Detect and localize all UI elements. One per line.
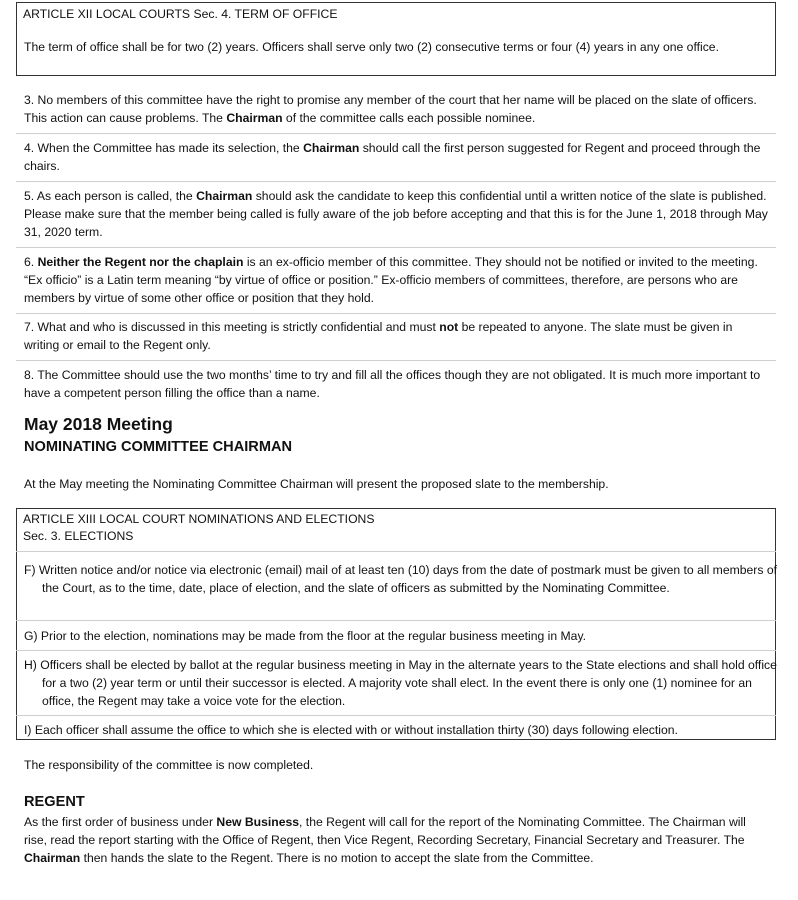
item-6-text-b: is an ex-officio member of this committee. They should not be notified or invited to the meeting. “Ex officio” is a Latin term meaning “by virtue of office or position.” Ex-officio members of committees, therefore, are persons who are members by virtue of some other office or position that they hold. bbox=[24, 255, 758, 305]
regent-text bbox=[24, 813, 769, 867]
item-4-text-b: should call the first person suggested for Regent and proceed through the chairs. bbox=[24, 141, 761, 173]
separator bbox=[16, 360, 776, 361]
item-3-text-a: 3. No members of this committee have the right to promise any member of the court that her name will be placed on the slate of officers. This action can cause problems. The bbox=[24, 93, 757, 125]
separator bbox=[16, 133, 776, 134]
item-7 bbox=[24, 318, 769, 354]
separator bbox=[16, 620, 776, 621]
may-meeting-subtitle: NOMINATING COMMITTEE CHAIRMAN bbox=[24, 439, 293, 455]
article-xiii-heading: ARTICLE XIII LOCAL COURT NOMINATIONS AND ELECTIONS bbox=[23, 512, 375, 526]
item-3-bold: Chairman bbox=[226, 111, 283, 125]
item-7-text-b: be repeated to anyone. The slate must be given in writing or email to the Regent only. bbox=[24, 320, 733, 352]
item-7-bold: not bbox=[439, 320, 459, 334]
separator bbox=[16, 650, 776, 651]
article-xiii-section: Sec. 3. ELECTIONS bbox=[23, 529, 134, 543]
item-5-text-b: should ask the candidate to keep this confidential until a written notice of the slate is published. Please make sure that the member being called is fully aware of the job before accepting and that this is for the June 1, 2018 through May 31, 2020 term. bbox=[24, 189, 768, 239]
separator bbox=[16, 715, 776, 716]
item-8-text: 8. The Committee should use the two months’ time to try and fill all the offices though they are not obligated. It is much more important to have a competent person filling the office than a name. bbox=[24, 368, 761, 400]
separator bbox=[16, 313, 776, 314]
separator bbox=[16, 247, 776, 248]
item-3 bbox=[24, 91, 769, 127]
separator bbox=[16, 181, 776, 182]
item-5-bold: Chairman bbox=[196, 189, 253, 203]
regent-title: REGENT bbox=[24, 794, 85, 810]
article-xii-heading: ARTICLE XII LOCAL COURTS Sec. 4. TERM OF OFFICE bbox=[23, 7, 338, 21]
election-item-f: F) Written notice and/or notice via electronic (email) mail of at least ten (10) days from the date of postmark must be given to all members of the Court, as to the time, date, place of election, and the slate of officers as submitted by the Nominating Committee. bbox=[24, 563, 778, 595]
may-meeting-title: May 2018 Meeting bbox=[24, 414, 173, 434]
article-xii-text: The term of office shall be for two (2) years. Officers shall serve only two (2) consecutive terms or four (4) years in any one office. bbox=[24, 40, 719, 54]
completed-text: The responsibility of the committee is now completed. bbox=[24, 758, 314, 772]
item-4-bold: Chairman bbox=[303, 141, 360, 155]
item-5-text-a: 5. As each person is called, the bbox=[24, 189, 197, 203]
item-8 bbox=[24, 366, 769, 402]
election-item-i: I) Each officer shall assume the office to which she is elected with or without installation thirty (30) days following election. bbox=[24, 723, 678, 737]
item-6-text-a: 6. bbox=[24, 255, 38, 269]
item-4 bbox=[24, 139, 769, 175]
item-4-text-a: 4. When the Committee has made its selection, the bbox=[24, 141, 304, 155]
regent-bold-new-business: New Business bbox=[216, 815, 300, 829]
separator bbox=[16, 551, 776, 552]
regent-text-a: As the first order of business under bbox=[24, 815, 217, 829]
item-3-text-b: of the committee calls each possible nominee. bbox=[282, 111, 536, 125]
regent-text-b: , the Regent will call for the report of the Nominating Committee. The Chairman will rise, read the report starting with the Office of Regent, then Vice Regent, Recording Secretary, Financial Secretary and Treasurer. The bbox=[24, 815, 746, 847]
election-item-g: G) Prior to the election, nominations may be made from the floor at the regular business meeting in May. bbox=[24, 629, 587, 643]
regent-text-c: then hands the slate to the Regent. There is no motion to accept the slate from the Committee. bbox=[80, 851, 594, 865]
may-meeting-text: At the May meeting the Nominating Committee Chairman will present the proposed slate to the membership. bbox=[24, 477, 609, 491]
item-7-text-a: 7. What and who is discussed in this meeting is strictly confidential and must bbox=[24, 320, 440, 334]
item-6-bold: Neither the Regent nor the chaplain bbox=[37, 255, 244, 269]
item-6 bbox=[24, 253, 769, 307]
election-item-h: H) Officers shall be elected by ballot at the regular business meeting in May in the alternate years to the State elections and shall hold office for a two (2) year term or until their successor is elected. A majority vote shall elect. In the event there is only one (1) nominee for an office, the Regent may take a voice vote for the election. bbox=[24, 658, 777, 708]
regent-bold-chairman: Chairman bbox=[24, 851, 81, 865]
item-5 bbox=[24, 187, 769, 241]
